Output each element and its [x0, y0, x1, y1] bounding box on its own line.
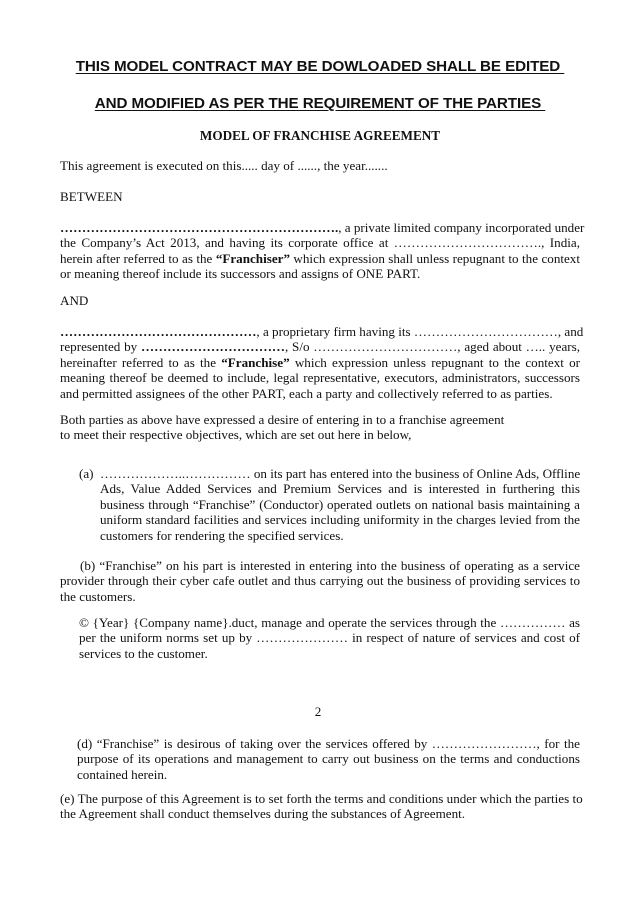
clause-c — [79, 615, 580, 661]
party2-line: ………………………………………, a proprietary firm having its ……………………………, and — [60, 324, 584, 339]
clause-d-line: (d) “Franchise” is desirous of taking over the services offered by ……………………, for the — [77, 736, 580, 751]
clause-b — [60, 558, 580, 604]
party2-paragraph — [60, 324, 584, 401]
between-label: BETWEEN — [60, 189, 123, 204]
banner-line-1: THIS MODEL CONTRACT MAY BE DOWLOADED SHALL BE EDITED — [75, 58, 565, 75]
clause-d-line: purpose of its operations and management to carry out business on the terms and conductions — [77, 751, 580, 767]
clause-a-line: customers for rendering the specified services. — [100, 527, 344, 543]
clause-b-line: provider through their cyber cafe outlet and thus carrying out the business of providing services to — [60, 573, 580, 589]
clause-a-line: ………………..…………… on its part has entered into the business of Online Ads, Offline — [100, 466, 581, 481]
clause-a-line: Ads, Value Added Services and Premium Services and is interested in furthering this — [100, 481, 580, 497]
page-number: 2 — [314, 704, 322, 719]
clause-b-line: (b) “Franchise” on his part is interested in entering into the business of operating as a service — [80, 558, 580, 573]
document-title: MODEL OF FRANCHISE AGREEMENT — [199, 128, 441, 143]
party1-line: herein after referred to as the “Franchiser” which expression shall unless repugnant to the context — [60, 250, 580, 266]
franchiser-name-blank: ………………………………………………………. — [60, 220, 339, 235]
clause-c-line: per the uniform norms set up by ………………… in respect of nature of services and cost of — [79, 630, 580, 646]
party1-line: or meaning thereof include its successors and assigns of ONE PART. — [60, 266, 421, 282]
and-label: AND — [60, 293, 89, 308]
intro-paragraph: This agreement is executed on this..... day of ......, the year....... — [60, 158, 388, 173]
clause-a-marker: (a) — [79, 466, 94, 481]
clause-d-line: contained herein. — [77, 766, 168, 782]
party2-line: represented by ……………………………, S/o ……………………………, aged about ….. years, — [60, 339, 580, 355]
clause-c-line: © {Year} {Company name}.duct, manage and operate the services through the …………… as — [79, 615, 580, 630]
party1-line: ………………………………………………………., a private limited company incorporated under — [60, 220, 585, 235]
party1-line: the Company’s Act 2013, and having its corporate office at ……………………………., India, — [60, 235, 580, 251]
clause-e-line: (e) The purpose of this Agreement is to set forth the terms and conditions under which the parties to — [60, 791, 583, 806]
clause-e-line: the Agreement shall conduct themselves during the substances of Agreement. — [60, 806, 466, 822]
party2-line: and permitted assignees of the other PART, each a party and collectively referred to as parties. — [60, 385, 553, 401]
party2-line: hereinafter referred to as the “Franchise” which expression unless repugnant to the context or — [60, 354, 581, 370]
clause-a — [100, 466, 580, 543]
objectives-line: to meet their respective objectives, which are set out here in below, — [60, 427, 412, 443]
franchise-name-blank: ……………………………………… — [60, 324, 257, 339]
clause-a-line: business through “Franchise” (Conductor) operated outlets on national basis maintaining a — [100, 496, 580, 512]
franchiser-term: “Franchiser” — [215, 250, 290, 266]
clause-e — [60, 791, 583, 822]
representative-blank: …………………………… — [140, 339, 285, 355]
clause-c-line: services to the customer. — [79, 645, 208, 661]
objectives-paragraph — [60, 412, 580, 443]
party1-paragraph — [60, 220, 585, 282]
objectives-line: Both parties as above have expressed a desire of entering in to a franchise agreement — [60, 412, 505, 427]
clause-b-line: the customers. — [60, 588, 136, 604]
clause-a-line: uniform standard facilities and services including uniformity in the charges levied from the — [100, 512, 580, 528]
franchise-term: “Franchise” — [221, 354, 290, 370]
banner-line-2: AND MODIFIED AS PER THE REQUIREMENT OF THE PARTIES — [94, 95, 546, 112]
clause-d — [77, 736, 580, 782]
party2-line: meaning thereof be deemed to include, legal representative, executors, administrators, successors — [60, 370, 580, 386]
